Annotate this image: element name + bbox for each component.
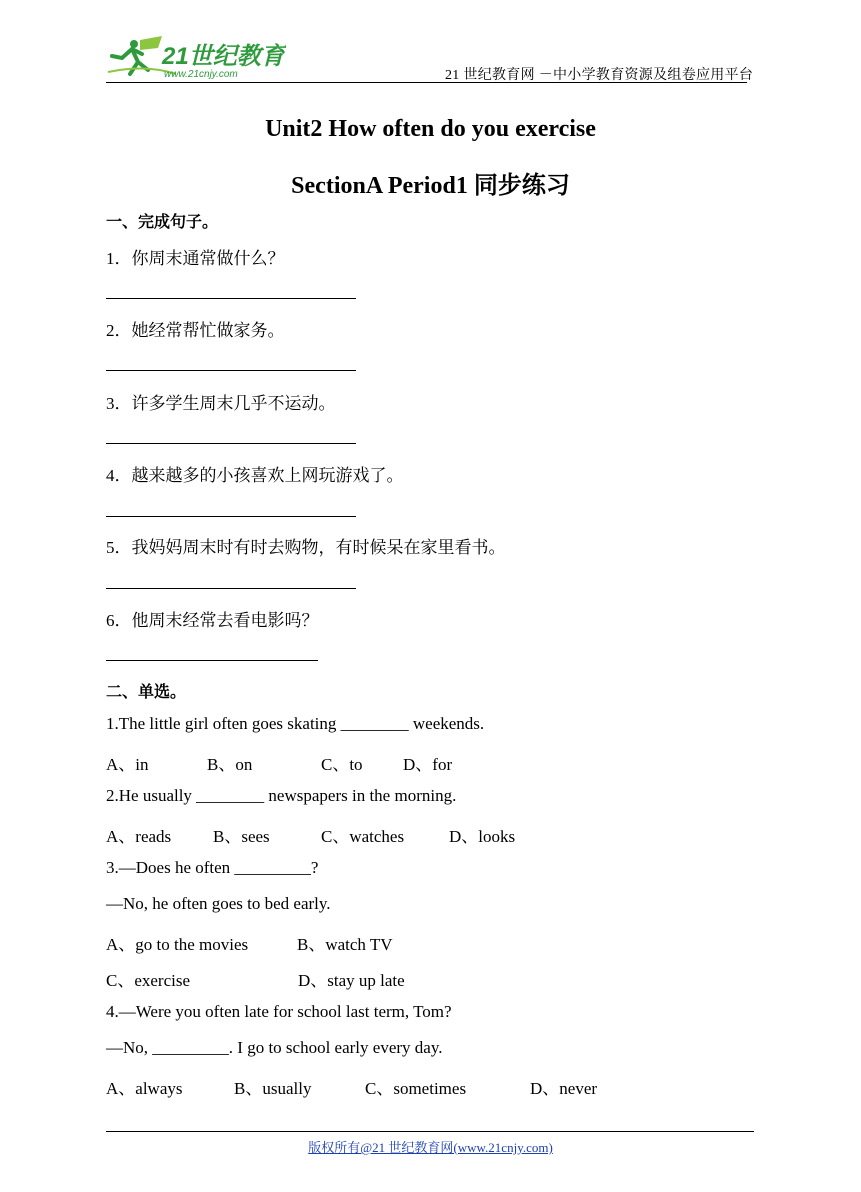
mc3-option-c: C、exercise bbox=[106, 971, 191, 990]
sentence-question-4: 4．越来越多的小孩喜欢上网玩游戏了。 bbox=[106, 466, 404, 485]
mc-question-2: 2.He usually ________ newspapers in the morning. bbox=[106, 786, 457, 805]
mc4-reply: —No, _________. I go to school early every day. bbox=[106, 1038, 443, 1057]
mc4-option-d: D、never bbox=[530, 1079, 598, 1098]
mc4-option-a: A、always bbox=[106, 1079, 183, 1098]
section2-heading: 二、单选。 bbox=[106, 684, 187, 701]
answer-line-2 bbox=[106, 370, 356, 371]
answer-line-3 bbox=[106, 443, 356, 444]
sentence-question-2: 2．她经常帮忙做家务。 bbox=[106, 321, 285, 340]
header-divider bbox=[106, 82, 747, 83]
mc4-option-b: B、usually bbox=[234, 1079, 312, 1098]
answer-line-4 bbox=[106, 516, 356, 517]
mc1-option-b: B、on bbox=[207, 755, 253, 774]
mc3-option-d: D、stay up late bbox=[298, 971, 405, 990]
mc-question-3: 3.—Does he often _________? bbox=[106, 858, 319, 877]
footer-copyright-link[interactable]: 版权所有@21 世纪教育网(www.21cnjy.com) bbox=[308, 1140, 553, 1155]
mc1-option-d: D、for bbox=[403, 755, 453, 774]
mc1-option-c: C、to bbox=[321, 755, 363, 774]
mc1-option-a: A、in bbox=[106, 755, 149, 774]
logo-text: 21世纪教育 bbox=[162, 43, 285, 70]
mc-question-4: 4.—Were you often late for school last term, Tom? bbox=[106, 1002, 452, 1021]
mc3-option-b: B、watch TV bbox=[297, 935, 393, 954]
sentence-question-5: 5．我妈妈周末时有时去购物，有时候呆在家里看书。 bbox=[106, 538, 506, 557]
answer-line-5 bbox=[106, 588, 356, 589]
mc2-option-c: C、watches bbox=[321, 827, 405, 846]
sentence-question-3: 3．许多学生周末几乎不运动。 bbox=[106, 394, 336, 413]
runner-logo-icon bbox=[106, 34, 286, 82]
sentence-question-6: 6．他周末经常去看电影吗？ bbox=[106, 611, 319, 630]
mc2-option-b: B、sees bbox=[213, 827, 270, 846]
logo-url: www.21cnjy.com bbox=[164, 69, 238, 80]
header-platform-text: 21 世纪教育网 －中小学教育资源及组卷应用平台 bbox=[445, 68, 754, 83]
answer-line-1 bbox=[106, 298, 356, 299]
mc3-option-a: A、go to the movies bbox=[106, 935, 249, 954]
footer-divider bbox=[106, 1131, 754, 1132]
mc-question-1: 1.The little girl often goes skating ________ weekends. bbox=[106, 714, 485, 733]
site-logo bbox=[106, 34, 286, 82]
mc2-option-d: D、looks bbox=[449, 827, 516, 846]
answer-line-6 bbox=[106, 660, 318, 661]
sentence-question-1: 1．你周末通常做什么？ bbox=[106, 249, 285, 268]
page-subtitle: SectionA Period1 同步练习 bbox=[291, 173, 570, 199]
mc2-option-a: A、reads bbox=[106, 827, 172, 846]
page-title: Unit2 How often do you exercise bbox=[265, 116, 596, 142]
section1-heading: 一、完成句子。 bbox=[106, 214, 219, 231]
mc4-option-c: C、sometimes bbox=[365, 1079, 467, 1098]
mc3-reply: —No, he often goes to bed early. bbox=[106, 894, 331, 913]
